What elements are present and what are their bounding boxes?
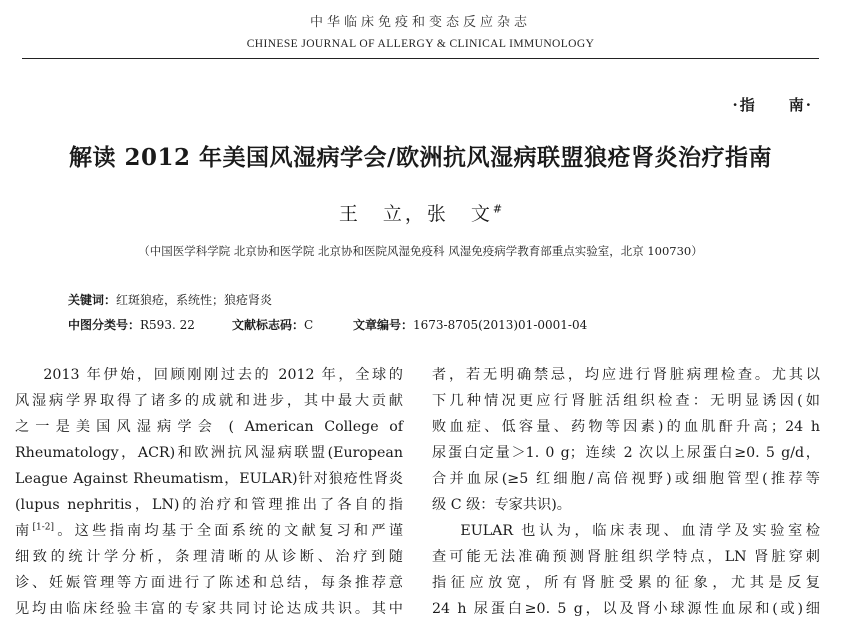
header-rule	[22, 58, 819, 59]
clc-value: R593. 22	[140, 318, 195, 332]
article-metadata	[68, 316, 587, 333]
body-line: 24 h 尿蛋白≥0. 5 g，以及肾小球源性血尿和(或)细	[432, 601, 820, 617]
article-no-label: 文章编号：	[353, 318, 414, 332]
keywords	[68, 291, 272, 308]
section-tag	[733, 94, 813, 115]
body-line: 者，若无明确禁忌，均应进行肾脏病理检查。尤其以	[432, 367, 820, 383]
body-line: League Against Rheumatism，EULAR)针对狼疮性肾炎	[15, 471, 403, 487]
body-line: 诊、妊娠管理等方面进行了陈述和总结，每条推荐意	[15, 575, 403, 591]
body-text: 。这些指南均基于全面系统的文献复习和严谨	[53, 523, 403, 539]
keywords-label: 关键词：	[68, 293, 117, 307]
body-line: (lupus nephritis，LN)的治疗和管理推出了各自的指	[15, 497, 403, 513]
body-line: 合并血尿(≥5 红细胞/高倍视野)或细胞管型(推荐等	[432, 471, 820, 487]
doc-code-label: 文献标志码：	[232, 318, 305, 332]
body-line: 指征应放宽，所有肾脏受累的征象，尤其是反复	[432, 575, 820, 591]
body-line: 见均由临床经验丰富的专家共同讨论达成共识。其中	[15, 601, 403, 617]
body-line: 败血症、低容量、药物等因素)的血肌酐升高；24 h	[432, 419, 820, 435]
article-title: 解读 2012 年美国风湿病学会/欧洲抗风湿病联盟狼疮肾炎治疗指南	[69, 144, 772, 171]
author-affiliation: （中国医学科学院 北京协和医学院 北京协和医院风湿免疫科 风湿免疫病学教育部重点实验室，北京 100730）	[138, 244, 703, 258]
section-tag-left: ·指	[732, 96, 757, 114]
body-line: Rheumatology，ACR)和欧洲抗风湿病联盟(European	[15, 445, 403, 461]
body-line: 细致的统计学分析，条理清晰的从诊断、治疗到随	[15, 549, 403, 565]
keywords-value: 红斑狼疮，系统性；狼疮肾炎	[116, 293, 273, 307]
corresponding-author-mark: #	[492, 202, 503, 216]
article-authors	[0, 199, 841, 226]
citation-ref[interactable]: [1-2]	[32, 522, 54, 533]
doc-code-value: C	[304, 318, 314, 332]
body-line: 之一是美国风湿病学会 ( American College of	[15, 419, 403, 435]
body-column-right	[432, 362, 820, 622]
body-line: 查可能无法准确预测肾脏组织学特点，LN 肾脏穿刺	[432, 549, 820, 565]
body-line-with-citation	[15, 518, 403, 544]
body-line: 下几种情况更应行肾脏活组织检查：无明显诱因(如	[432, 393, 820, 409]
author-names: 王 立，张 文	[338, 203, 493, 225]
body-line: 2013 年伊始，回顾刚刚过去的 2012 年，全球的	[43, 367, 403, 383]
journal-name-cn: 中华临床免疫和变态反应杂志	[309, 15, 531, 30]
body-line: EULAR 也认为，临床表现、血清学及实验室检	[460, 523, 820, 539]
body-column-left	[15, 362, 403, 622]
body-line: 风湿病学界取得了诸多的成就和进步，其中最大贡献	[15, 393, 403, 409]
clc-label: 中图分类号：	[68, 318, 141, 332]
journal-name-en: CHINESE JOURNAL OF ALLERGY & CLINICAL IMMUNOLOGY	[246, 38, 595, 50]
body-text: 南	[15, 523, 33, 539]
article-no-value: 1673-8705(2013)01-0001-04	[413, 318, 588, 332]
section-tag-right: 南·	[788, 96, 813, 114]
body-line: 尿蛋白定量＞1. 0 g；连续 2 次以上尿蛋白≥0. 5 g/d，	[432, 445, 820, 461]
body-line: 级 C 级：专家共识)。	[432, 497, 571, 513]
